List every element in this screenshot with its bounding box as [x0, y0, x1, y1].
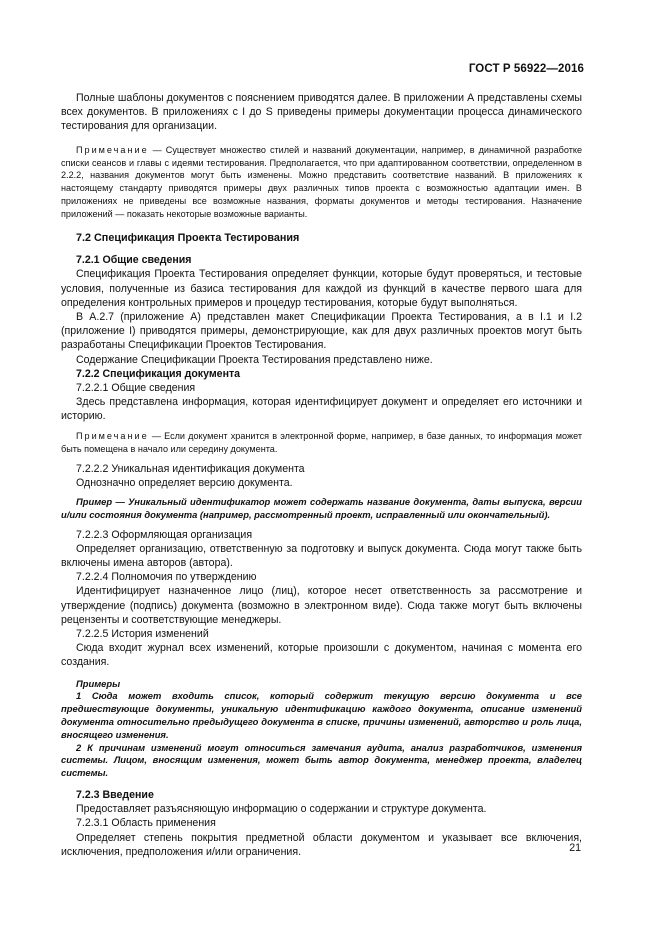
section-7-2-3-paragraph: Предоставляет разъясняющую информацию о содержании и структуре документа.: [76, 803, 487, 816]
section-7-2-2-4-heading: 7.2.2.4 Полномочия по утверждению: [76, 571, 257, 584]
section-7-2-2-heading: 7.2.2 Спецификация документа: [76, 367, 241, 380]
examples-label: Примеры: [76, 677, 121, 689]
intro-paragraph: Полные шаблоны документов с пояснением приводятся далее. В приложении А представлены схемы всех документов. В приложениях с I до S приведены примеры документации процесса динамического тестирования для организации.: [61, 92, 582, 133]
section-7-2-2-3-paragraph: Определяет организацию, ответственную за подготовку и выпуск документа. Сюда могут также быть включены имена авторов (автора).: [61, 542, 582, 569]
note-text: — Существует множество стилей и названий документации, например, в динамичной разработке списки сеансов и главы с идеями тестирования. Предполагается, что при адаптированном соответствии, определенном в 2.2.2, названия документов могут быть изменены. Можно представить соответствие названий. В приложениях к настоящему стандарту приводятся примеры двух различных типов проекта с возможностью адаптации имен. В приложениях не приведены все возможные названия, форматы документов и методы тестирования. Назначение приложений — показать некоторые возможные варианты.: [61, 144, 582, 220]
section-7-2-1-heading: 7.2.1 Общие сведения: [76, 254, 192, 267]
section-7-2-2-3-heading: 7.2.2.3 Оформляющая организация: [76, 528, 253, 541]
intro-note: [61, 144, 582, 221]
page-number: 21: [569, 842, 581, 854]
note-text: — Если документ хранится в электронной форме, например, в базе данных, то информация может быть помещена в начало или середину документа.: [61, 430, 582, 454]
note-label: Примечание: [76, 430, 149, 441]
section-7-2-2-1-paragraph: Здесь представлена информация, которая идентифицирует документ и определяет его источники и историю.: [61, 396, 582, 423]
section-7-2-2-5-heading: 7.2.2.5 История изменений: [76, 627, 209, 640]
section-7-2-1-paragraph-1: Спецификация Проекта Тестирования определяет функции, которые будут проверяться, и тестовые условия, полученные из базиса тестирования для каждой из функций в качестве первого шага для определения контрольных примеров и процедур тестирования, которые будут выполняться.: [61, 268, 582, 309]
section-7-2-3-heading: 7.2.3 Введение: [76, 788, 154, 801]
document-id: ГОСТ Р 56922—2016: [468, 63, 584, 75]
section-7-2-2-2-heading: 7.2.2.2 Уникальная идентификация документа: [76, 462, 305, 475]
section-7-2-3-1-heading: 7.2.3.1 Область применения: [76, 817, 216, 830]
section-7-2-1-paragraph-3: Содержание Спецификации Проекта Тестирования представлено ниже.: [76, 353, 433, 366]
section-7-2-2-2-paragraph: Однозначно определяет версию документа.: [76, 476, 293, 489]
example-2: 2 К причинам изменений могут относиться замечания аудита, анализ разработчиков, изменения системы. Лицом, вносящим изменения, может быть автор документа, менеджер проекта, владелец системы.: [61, 741, 582, 779]
section-7-2-2-2-example: Пример — Уникальный идентификатор может содержать название документа, даты выпуска, версии и/или состояния документа (например, рассмотренный проект, исправленный или окончательный).: [61, 495, 582, 520]
section-7-2-3-1-paragraph: Определяет степень покрытия предметной области документом и указывает все включения, исключения, предположения и/или ограничения.: [61, 831, 582, 858]
section-7-2-2-1-heading: 7.2.2.1 Общие сведения: [76, 382, 196, 395]
section-7-2-heading: 7.2 Спецификация Проекта Тестирования: [76, 232, 300, 245]
section-7-2-2-4-paragraph: Идентифицирует назначенное лицо (лиц), которое несет ответственность за рассмотрение и утверждение (подпись) документа (возможно в электронном виде). Сюда также могут быть включены рецензенты и соответствующие менеджеры.: [61, 585, 582, 626]
section-7-2-1-paragraph-2: В А.2.7 (приложение А) представлен макет Спецификации Проекта Тестирования, а в I.1 и I.2 (приложение I) приводятся примеры, демонстрирующие, как для двух различных проектов могут быть разработаны Спецификации Проектов Тестирования.: [61, 311, 582, 352]
section-7-2-2-5-paragraph: Сюда входит журнал всех изменений, которые произошли с документом, начиная с момента его создания.: [61, 642, 582, 669]
page-content: [61, 91, 582, 859]
example-1: 1 Сюда может входить список, который содержит текущую версию документа и все предшествующие документы, уникальную идентификацию каждого документа, описание изменений документа относительно предыдущего документа в списке, причины изменений, авторство и роль лица, вносящего изменения.: [61, 690, 582, 740]
note-label: Примечание: [76, 144, 149, 155]
section-7-2-2-1-note: [61, 430, 582, 456]
